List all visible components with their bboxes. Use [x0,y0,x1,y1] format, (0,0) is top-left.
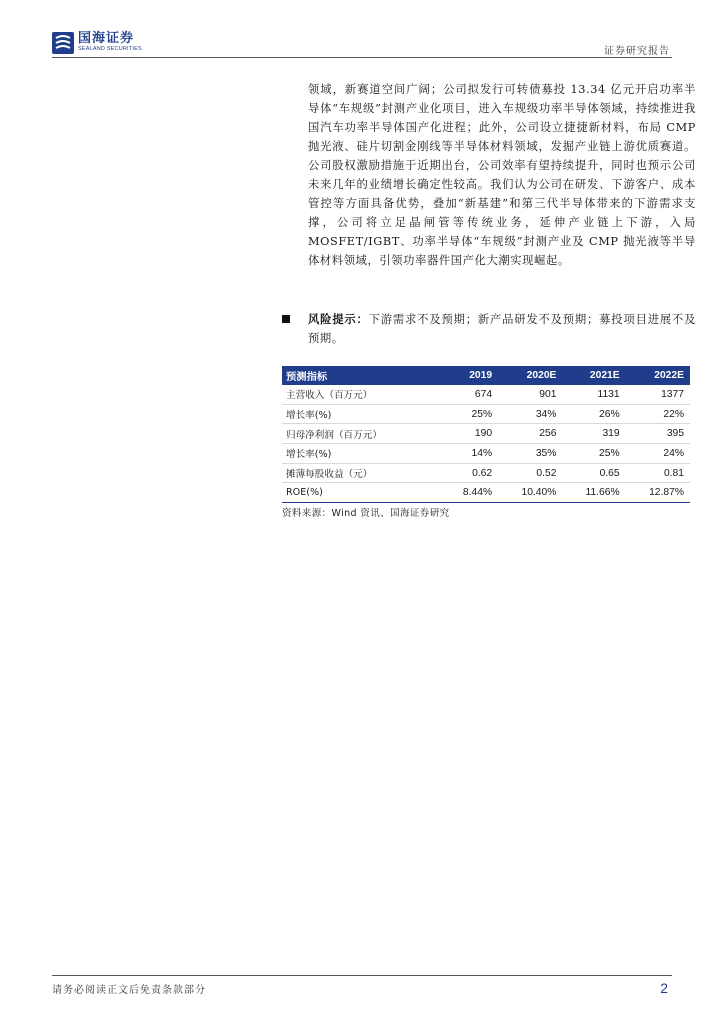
table-cell: 0.52 [498,463,562,483]
risk-text-block [308,310,696,348]
table-row [282,404,690,424]
risk-label: 风险提示： [308,312,369,326]
table-cell: 319 [562,424,625,444]
logo-english-name: SEALAND SECURITIES [78,46,142,52]
table-row [282,463,690,483]
row-label: 增长率(%) [282,444,442,464]
table-cell: 34% [498,404,562,424]
table-cell: 1131 [562,385,625,404]
table-cell: 35% [498,444,562,464]
table-cell: 12.87% [626,483,690,503]
table-row [282,483,690,503]
sealand-logo-icon [52,32,74,54]
table-cell: 1377 [626,385,690,404]
table-row [282,444,690,464]
table-cell: 10.40% [498,483,562,503]
report-type-label: 证券研究报告 [604,46,670,57]
forecast-header-cell: 2021E [562,366,625,385]
page-header [0,0,724,60]
table-cell: 901 [498,385,562,404]
investment-summary [308,80,696,270]
header-divider [52,57,672,58]
footer-divider [52,975,672,976]
table-cell: 190 [442,424,498,444]
table-cell: 674 [442,385,498,404]
table-cell: 0.81 [626,463,690,483]
table-cell: 11.66% [562,483,625,503]
forecast-header-cell: 2019 [442,366,498,385]
table-cell: 256 [498,424,562,444]
data-source-note: 资料来源：Wind 资讯、国海证券研究 [282,508,450,519]
risk-description: 下游需求不及预期；新产品研发不及预期；募投项目进展不及预期。 [308,313,696,345]
table-row [282,385,690,404]
table-row [282,424,690,444]
table-cell: 0.62 [442,463,498,483]
page-number: 2 [660,980,668,996]
square-bullet-icon [282,315,290,323]
table-cell: 22% [626,404,690,424]
disclaimer-note: 请务必阅读正文后免责条款部分 [52,985,206,996]
row-label: 摊薄每股收益（元） [282,463,442,483]
forecast-header-row [282,366,690,385]
risk-warning [282,310,696,348]
row-label: ROE(%) [282,483,442,503]
row-label: 归母净利润（百万元） [282,424,442,444]
summary-paragraph: 领域，新赛道空间广阔；公司拟发行可转债募投 13.34 亿元开启功率半导体“车规级”封测产业化项目，进入车规级功率半导体领域，持续推进我国汽车功率半导体国产化进程；此外，公司设立捷捷新材料，布局 CMP 抛光液、硅片切割金刚线等半导体材料领域，发掘产业链上游优质赛道。公司股权激励措施于近期出台，公司效率有望持续提升，同时也预示公司未来几年的业绩增长确定性较高。我们认为公司在研发、下游客户、成本管控等方面具备优势，叠加“新基建”和第三代半导体带来的下游需求支撑，公司将立足晶闸管等传统业务，延伸产业链上下游，入局 MOSFET/IGBT、功率半导体“车规级”封测产业及 CMP 抛光液等半导体材料领域，引领功率器件国产化大潮实现崛起。 [308,83,696,267]
forecast-table [282,366,690,503]
forecast-header-cell: 预测指标 [282,366,442,385]
table-cell: 0.65 [562,463,625,483]
table-cell: 26% [562,404,625,424]
table-cell: 8.44% [442,483,498,503]
row-label: 主营收入（百万元） [282,385,442,404]
sealand-logo [52,32,142,54]
table-cell: 25% [562,444,625,464]
table-cell: 25% [442,404,498,424]
forecast-header-cell: 2020E [498,366,562,385]
table-cell: 24% [626,444,690,464]
logo-chinese-name: 国海证券 [78,31,135,46]
forecast-header-cell: 2022E [626,366,690,385]
table-cell: 14% [442,444,498,464]
row-label: 增长率(%) [282,404,442,424]
table-cell: 395 [626,424,690,444]
